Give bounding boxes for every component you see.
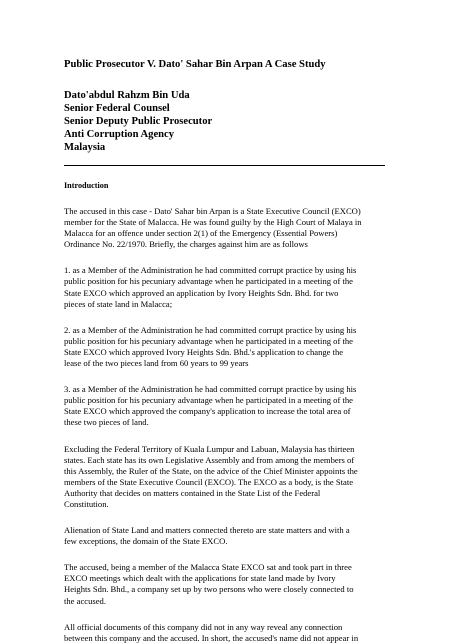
text-line: State EXCO which approved Ivory Heights Sdn. Bhd.'s application to change the: [64, 346, 344, 357]
text-line: 1. as a Member of the Administration he had committed corrupt practice by using his: [64, 265, 357, 276]
text-line: public position for his pecuniary advantage when he participated in a meeting of the: [64, 335, 353, 346]
text-line: Excluding the Federal Territory of Kuala Lumpur and Labuan, Malaysia has thirteen: [64, 443, 355, 454]
paragraph: [64, 265, 385, 309]
text-line: State EXCO which approved an application by Ivory Heights Sdn. Bhd. for two: [64, 287, 339, 298]
text-line: Constitution.: [64, 498, 109, 509]
text-line: member for the State of Malacca. He was found guilty by the High Court of Malaya in: [64, 217, 362, 228]
text-line: public position for his pecuniary advantage when he participated in a meeting of the: [64, 395, 353, 406]
text-line: the accused.: [64, 595, 106, 606]
author-country: Malaysia: [64, 142, 106, 153]
author-name: Dato'abdul Rahzm Bin Uda: [64, 90, 190, 101]
text-line: public position for his pecuniary advantage when he participated in a meeting of the: [64, 276, 353, 287]
text-line: All official documents of this company did not in any way reveal any connection: [64, 621, 343, 632]
paragraph: [64, 622, 385, 644]
text-line: The accused in this case - Dato' Sahar bin Arpan is a State Executive Council (EXCO): [64, 206, 361, 216]
section-heading: Introduction: [64, 181, 109, 190]
text-line: states. Each state has its own Legislative Assembly and from among the members of: [64, 454, 355, 465]
paragraph: [64, 325, 385, 369]
document-title: Public Prosecutor V. Dato' Sahar Bin Arpan A Case Study: [64, 59, 326, 70]
text-line: EXCO meetings which dealt with the applications for state land made by Ivory: [64, 573, 336, 584]
text-line: Heights Sdn. Bhd., a company set up by two persons who were closely connected to: [64, 584, 354, 595]
text-line: Malacca for an offence under section 2(1) of the Emergency (Essential Powers): [64, 228, 338, 239]
text-line: Alienation of State Land and matters connected thereto are state matters and with a: [64, 525, 350, 536]
author-position: Senior Federal Counsel: [64, 103, 170, 114]
paragraph: [64, 206, 385, 250]
paragraph: [64, 525, 385, 547]
text-line: members of the State Executive Council (EXCO). The EXCO as a body, is the State: [64, 476, 354, 487]
text-line: 3. as a Member of the Administration he had committed corrupt practice by using his: [64, 384, 357, 395]
author-block: [64, 89, 385, 154]
text-line: this Assembly, the Ruler of the State, on the advice of the Chief Minister appoints the: [64, 465, 358, 476]
text-line: Ordinance No. 22/1970. Briefly, the charges against him are as follows: [64, 239, 308, 250]
text-line: lease of the two pieces land from 60 years to 99 years: [64, 358, 249, 369]
paragraph: [64, 562, 385, 606]
author-agency: Anti Corruption Agency: [64, 129, 175, 140]
horizontal-divider: [64, 165, 385, 166]
paragraph: [64, 384, 385, 428]
text-line: State EXCO which approved the company's application to increase the total area of: [64, 406, 351, 417]
paragraph: [64, 444, 385, 511]
text-line: Authority that decides on matters contained in the State List of the Federal: [64, 487, 321, 498]
author-position: Senior Deputy Public Prosecutor: [64, 116, 213, 127]
text-line: these two pieces of land.: [64, 417, 149, 428]
text-line: pieces of state land in Malacca;: [64, 298, 173, 309]
text-line: 2. as a Member of the Administration he had committed corrupt practice by using his: [64, 324, 357, 335]
text-line: between this company and the accused. In short, the accused's name did not appear in: [64, 632, 359, 643]
text-line: The accused, being a member of the Malacca State EXCO sat and took part in three: [64, 562, 352, 573]
text-line: few exceptions, the domain of the State EXCO.: [64, 536, 228, 547]
document-page: [64, 58, 385, 644]
